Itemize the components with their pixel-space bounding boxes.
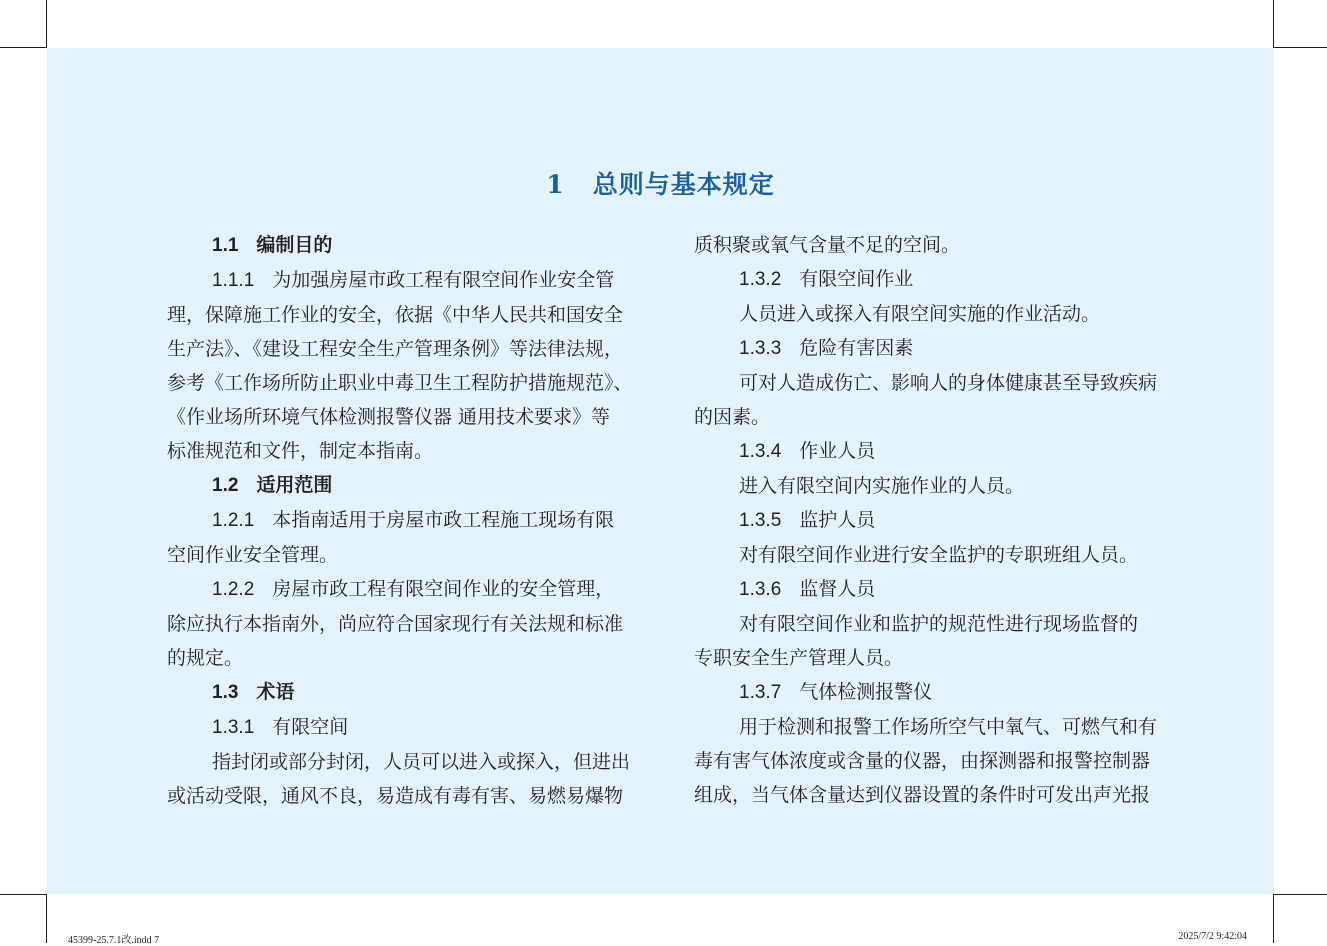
text: 监护人员 <box>799 509 876 531</box>
section-number: 1.3.1 <box>212 717 255 738</box>
term-heading <box>694 262 1186 297</box>
section-number: 1.2.2 <box>212 579 255 600</box>
text: 毒有害气体浓度或含量的仪器，由探测器和报警控制器 <box>694 750 1151 772</box>
section-heading <box>167 228 659 263</box>
text: 房屋市政工程有限空间作业的安全管理， <box>272 578 615 600</box>
term-heading <box>694 572 1186 607</box>
paragraph-line <box>694 538 1186 572</box>
section-number: 1.3 <box>212 682 239 703</box>
text: 监督人员 <box>799 578 876 600</box>
footer-timestamp: 2025/7/2 9:42:04 <box>1178 931 1247 942</box>
text: 除应执行本指南外，尚应符合国家现行有关法规和标准 <box>167 613 624 635</box>
text: 理，保障施工作业的安全，依据《中华人民共和国安全 <box>167 304 624 326</box>
crop-mark-top-left-v <box>46 0 47 48</box>
left-column <box>167 228 659 813</box>
section-number: 1.2.1 <box>212 510 255 531</box>
crop-mark-bottom-left-v <box>46 894 47 943</box>
text: 为加强房屋市政工程有限空间作业安全管 <box>272 269 615 291</box>
text: 的规定。 <box>167 647 244 669</box>
text: 可对人造成伤亡、影响人的身体健康甚至导致疾病 <box>739 372 1158 394</box>
paragraph-line <box>167 366 659 400</box>
paragraph-line <box>694 400 1186 434</box>
text: 或活动受限，通风不良，易造成有毒有害、易燃易爆物 <box>167 785 624 807</box>
text: 参考《工作场所防止职业中毒卫生工程防护措施规范》、 <box>167 372 633 394</box>
paragraph-line <box>694 366 1186 400</box>
text: 编制目的 <box>256 234 333 256</box>
section-number: 1.3.6 <box>739 579 782 600</box>
section-number: 1.2 <box>212 475 239 496</box>
text: 指封闭或部分封闭，人员可以进入或探入，但进出 <box>212 751 631 773</box>
crop-mark-bottom-right-h <box>1273 894 1327 895</box>
section-heading <box>167 675 659 710</box>
text: 对有限空间作业和监护的规范性进行现场监督的 <box>739 613 1139 635</box>
section-number: 1.3.3 <box>739 338 782 359</box>
numbered-paragraph <box>167 572 659 607</box>
text: 本指南适用于房屋市政工程施工现场有限 <box>272 509 615 531</box>
crop-mark-bottom-right-v <box>1273 894 1274 943</box>
section-number: 1.1.1 <box>212 270 255 291</box>
paragraph-line <box>167 434 659 468</box>
text: 适用范围 <box>256 474 333 496</box>
paragraph-line <box>694 710 1186 744</box>
text: 术语 <box>256 681 295 703</box>
text: 空间作业安全管理。 <box>167 544 339 566</box>
paragraph-line <box>167 745 659 779</box>
crop-mark-top-right-v <box>1273 0 1274 48</box>
paragraph-line <box>167 607 659 641</box>
term-heading <box>694 675 1186 710</box>
text: 有限空间作业 <box>799 268 914 290</box>
paragraph-line <box>167 298 659 332</box>
paragraph-line <box>167 332 659 366</box>
text: 标准规范和文件，制定本指南。 <box>167 440 434 462</box>
paragraph-line <box>694 469 1186 503</box>
section-heading <box>167 468 659 503</box>
footer-file-name: 45399-25.7.1改.indd 7 <box>68 935 160 946</box>
text: 的因素。 <box>694 406 771 428</box>
section-number: 1.3.7 <box>739 682 782 703</box>
text: 《作业场所环境气体检测报警仪器 通用技术要求》等 <box>167 406 611 428</box>
chapter-number: 1 <box>546 170 565 199</box>
paragraph-line <box>694 744 1186 778</box>
paragraph-line <box>167 400 659 434</box>
text: 组成，当气体含量达到仪器设置的条件时可发出声光报 <box>694 784 1151 806</box>
section-number: 1.3.5 <box>739 510 782 531</box>
text: 对有限空间作业进行安全监护的专职班组人员。 <box>739 544 1139 566</box>
text: 质积聚或氧气含量不足的空间。 <box>694 234 961 256</box>
chapter-title <box>47 165 1274 201</box>
term-heading <box>167 710 659 745</box>
crop-mark-top-left-h <box>0 47 47 48</box>
term-heading <box>694 503 1186 538</box>
chapter-title-text: 总则与基本规定 <box>592 170 775 199</box>
text: 作业人员 <box>799 440 876 462</box>
text: 人员进入或探入有限空间实施的作业活动。 <box>739 303 1101 325</box>
paragraph-line <box>694 297 1186 331</box>
crop-mark-top-right-h <box>1273 47 1327 48</box>
paragraph-line <box>694 228 1186 262</box>
numbered-paragraph <box>167 503 659 538</box>
text: 进入有限空间内实施作业的人员。 <box>739 475 1025 497</box>
right-column <box>694 228 1186 812</box>
paragraph-line <box>694 641 1186 675</box>
text: 专职安全生产管理人员。 <box>694 647 904 669</box>
paragraph-line <box>694 607 1186 641</box>
section-number: 1.3.4 <box>739 441 782 462</box>
text: 用于检测和报警工作场所空气中氧气、可燃气和有 <box>739 716 1158 738</box>
section-number: 1.3.2 <box>739 269 782 290</box>
crop-mark-bottom-left-h <box>0 894 47 895</box>
text: 危险有害因素 <box>799 337 914 359</box>
paragraph-line <box>167 779 659 813</box>
numbered-paragraph <box>167 263 659 298</box>
term-heading <box>694 331 1186 366</box>
term-heading <box>694 434 1186 469</box>
text: 气体检测报警仪 <box>799 681 933 703</box>
paragraph-line <box>167 641 659 675</box>
section-number: 1.1 <box>212 235 239 256</box>
text: 生产法》、《建设工程安全生产管理条例》等法律法规， <box>167 338 624 360</box>
text: 有限空间 <box>272 716 349 738</box>
paragraph-line <box>167 538 659 572</box>
paragraph-line <box>694 778 1186 812</box>
